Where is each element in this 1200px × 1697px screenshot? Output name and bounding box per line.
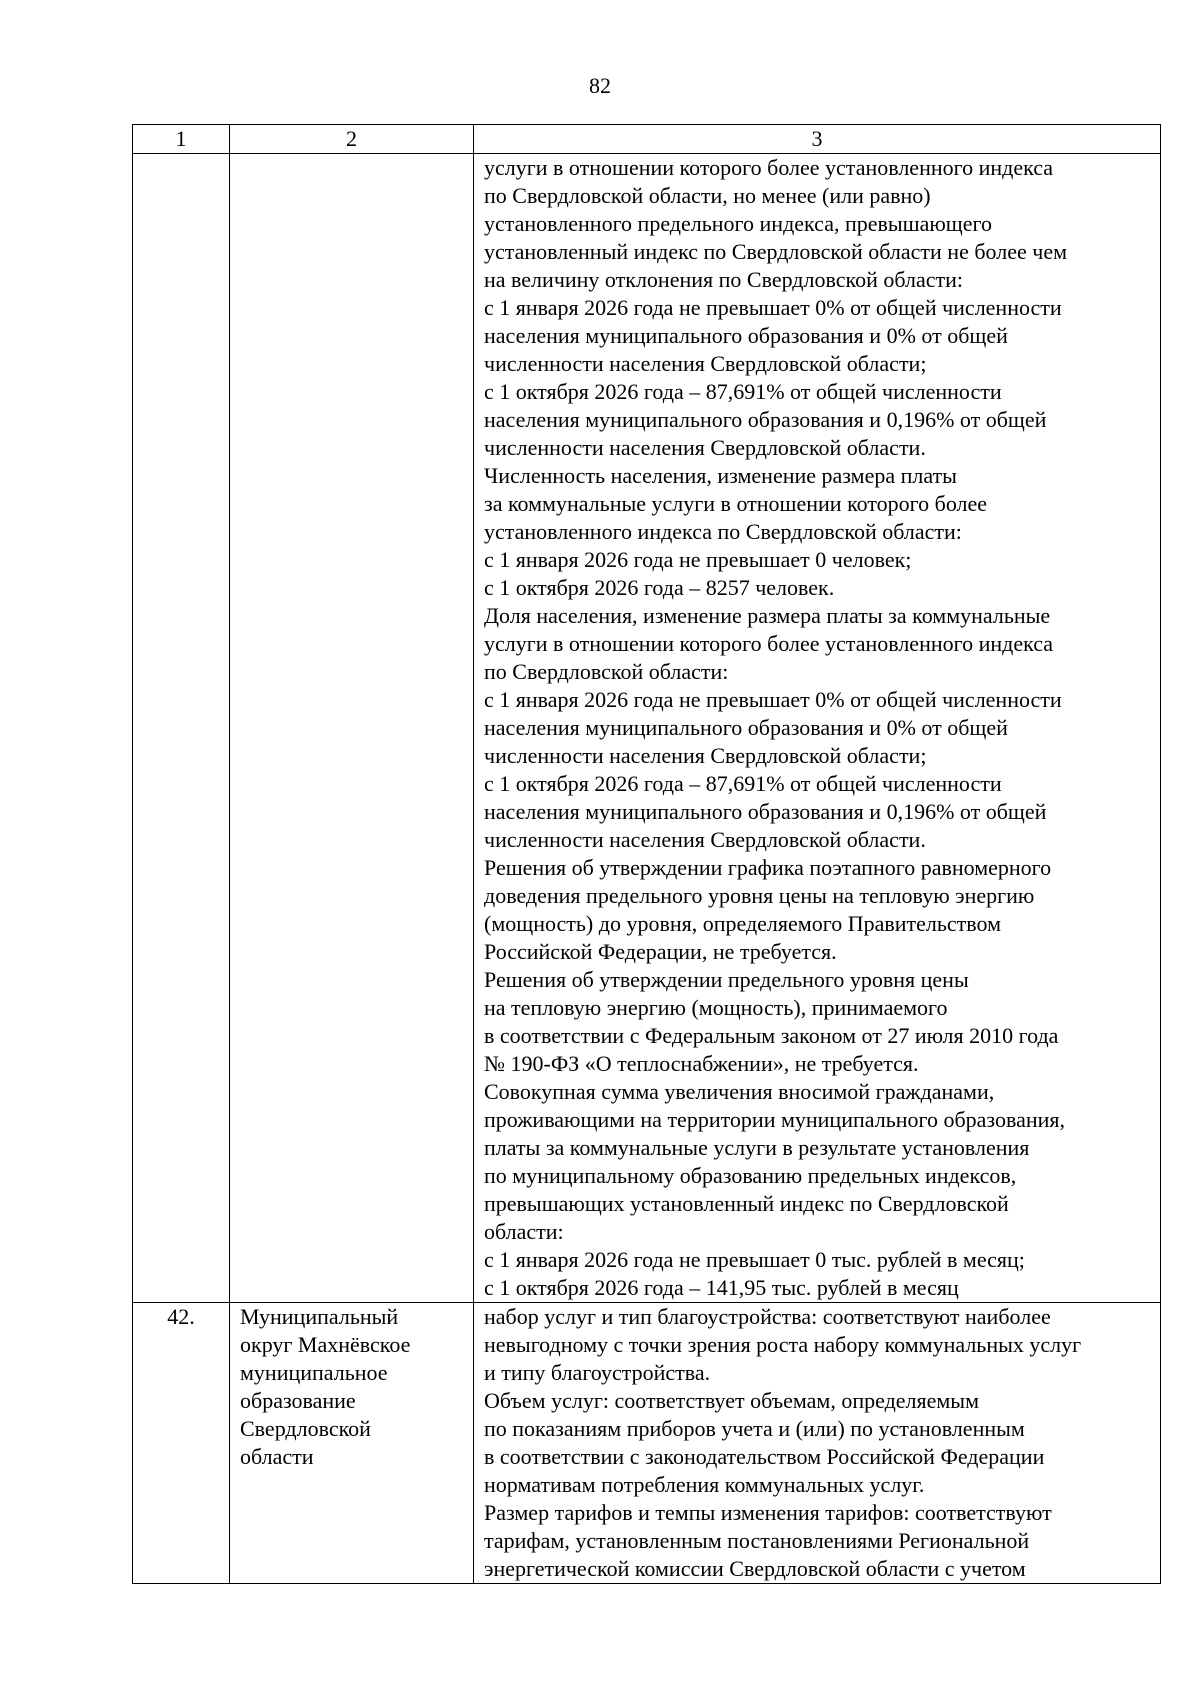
description-line: Доля населения, изменение размера платы за коммунальные — [484, 603, 1051, 628]
column-header-2: 2 — [230, 125, 474, 154]
row-number-cell: 42. — [133, 1303, 230, 1584]
document-table — [132, 124, 1161, 1584]
description-line: численности населения Свердловской области; — [484, 351, 927, 376]
description-line: с 1 января 2026 года не превышает 0% от общей численности — [484, 295, 1062, 320]
row-number-cell — [133, 154, 230, 1303]
description-line: с 1 октября 2026 года – 141,95 тыс. рублей в месяц — [484, 1275, 959, 1300]
description-line: с 1 января 2026 года не превышает 0 человек; — [484, 547, 912, 572]
description-line: установленного индекса по Свердловской области: — [484, 519, 962, 544]
description-line: Решения об утверждении графика поэтапного равномерного — [484, 855, 1052, 880]
description-line: платы за коммунальные услуги в результате установления — [484, 1135, 1030, 1160]
description-line: проживающими на территории муниципального образования, — [484, 1107, 1066, 1132]
description-line: Объем услуг: соответствует объемам, определяемым — [484, 1388, 980, 1413]
description-line: Размер тарифов и темпы изменения тарифов: соответствуют — [484, 1500, 1052, 1525]
column-header-1: 1 — [133, 125, 230, 154]
description-line: с 1 октября 2026 года – 87,691% от общей численности — [484, 379, 1002, 404]
description-line: на величину отклонения по Свердловской области: — [484, 267, 963, 292]
description-line: численности населения Свердловской области. — [484, 435, 926, 460]
description-line: населения муниципального образования и 0,196% от общей — [484, 407, 1047, 432]
column-header-3: 3 — [474, 125, 1161, 154]
description-line: установленного предельного индекса, превышающего — [484, 211, 992, 236]
municipality-name-line: округ Махнёвское — [240, 1332, 411, 1357]
description-line: области: — [484, 1219, 564, 1244]
description-cell — [474, 154, 1161, 1303]
description-line: Численность населения, изменение размера платы — [484, 463, 957, 488]
description-line: с 1 октября 2026 года – 8257 человек. — [484, 575, 835, 600]
description-line: в соответствии с законодательством Российской Федерации — [484, 1444, 1045, 1469]
page-number: 82 — [589, 73, 611, 98]
description-line: с 1 октября 2026 года – 87,691% от общей численности — [484, 771, 1002, 796]
description-line: Решения об утверждении предельного уровня цены — [484, 967, 969, 992]
municipality-name-line: Муниципальный — [240, 1304, 399, 1329]
description-line: Российской Федерации, не требуется. — [484, 939, 837, 964]
description-line: Совокупная сумма увеличения вносимой гражданами, — [484, 1079, 995, 1104]
description-line: энергетической комиссии Свердловской области с учетом — [484, 1556, 1026, 1581]
description-line: по муниципальному образованию предельных индексов, — [484, 1163, 1017, 1188]
description-line: населения муниципального образования и 0% от общей — [484, 715, 1008, 740]
table-body — [133, 154, 1161, 1584]
description-line: доведения предельного уровня цены на тепловую энергию — [484, 883, 1035, 908]
description-line: по Свердловской области: — [484, 659, 729, 684]
municipality-name-line: Свердловской — [240, 1416, 371, 1441]
table-row — [133, 154, 1161, 1303]
description-line: численности населения Свердловской области. — [484, 827, 926, 852]
description-line: на тепловую энергию (мощность), принимаемого — [484, 995, 948, 1020]
municipality-name-line: муниципальное — [240, 1360, 388, 1385]
description-cell — [474, 1303, 1161, 1584]
description-line: нормативам потребления коммунальных услуг. — [484, 1472, 925, 1497]
description-line: с 1 января 2026 года не превышает 0% от общей численности — [484, 687, 1062, 712]
description-line: численности населения Свердловской области; — [484, 743, 927, 768]
description-line: установленный индекс по Свердловской области не более чем — [484, 239, 1067, 264]
description-line: населения муниципального образования и 0% от общей — [484, 323, 1008, 348]
description-line: набор услуг и тип благоустройства: соответствуют наиболее — [484, 1304, 1051, 1329]
description-line: тарифам, установленным постановлениями Региональной — [484, 1528, 1030, 1553]
municipality-name-line: области — [240, 1444, 314, 1469]
description-line: в соответствии с Федеральным законом от 27 июля 2010 года — [484, 1023, 1059, 1048]
description-line: за коммунальные услуги в отношении которого более — [484, 491, 988, 516]
municipality-name-cell — [230, 154, 474, 1303]
description-line: по показаниям приборов учета и (или) по установленным — [484, 1416, 1025, 1441]
municipality-name-line: образование — [240, 1388, 356, 1413]
description-line: превышающих установленный индекс по Свердловской — [484, 1191, 1009, 1216]
description-line: по Свердловской области, но менее (или равно) — [484, 183, 931, 208]
description-line: невыгодному с точки зрения роста набору коммунальных услуг — [484, 1332, 1082, 1357]
description-line: услуги в отношении которого более установленного индекса — [484, 631, 1054, 656]
description-line: с 1 января 2026 года не превышает 0 тыс. рублей в месяц; — [484, 1247, 1025, 1272]
description-line: населения муниципального образования и 0,196% от общей — [484, 799, 1047, 824]
description-line: услуги в отношении которого более установленного индекса — [484, 155, 1054, 180]
table-row — [133, 1303, 1161, 1584]
description-line: и типу благоустройства. — [484, 1360, 711, 1385]
table-header-row — [133, 125, 1161, 154]
municipality-name-cell — [230, 1303, 474, 1584]
description-line: (мощность) до уровня, определяемого Правительством — [484, 911, 1002, 936]
description-line: № 190-ФЗ «О теплоснабжении», не требуется. — [484, 1051, 919, 1076]
